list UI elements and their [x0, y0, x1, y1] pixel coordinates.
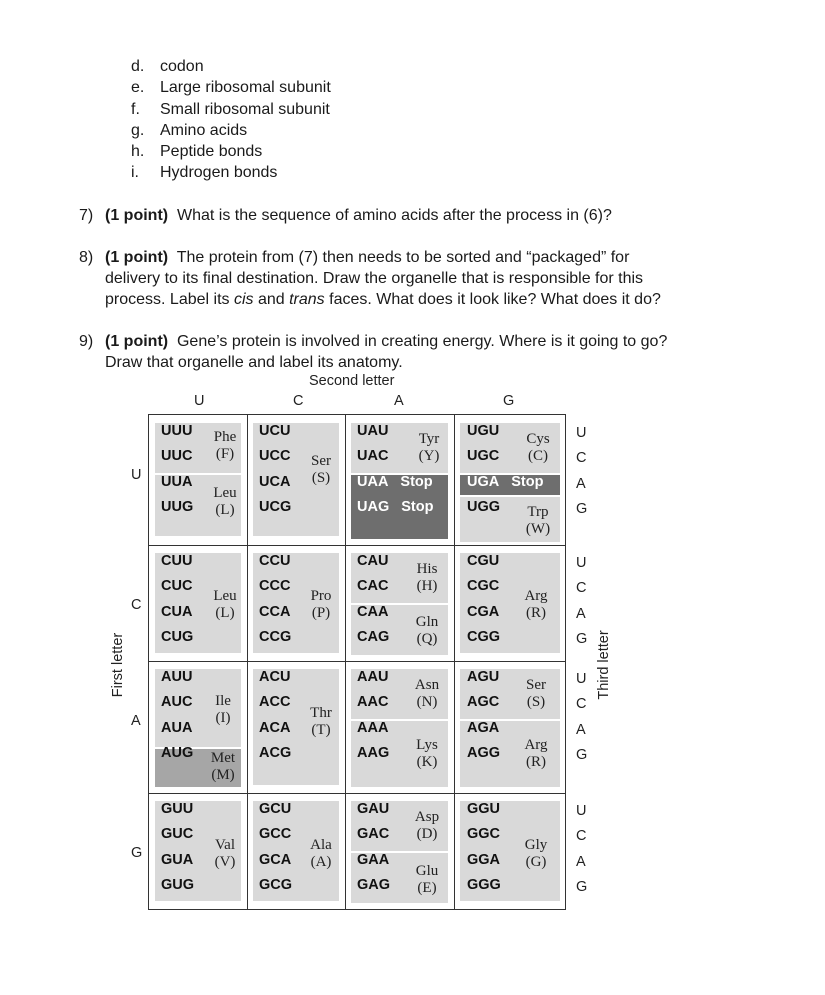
codon-aag: AAG [357, 745, 390, 761]
aa-gly: Gly (G) [524, 837, 548, 870]
codon-uac: UAC [357, 448, 389, 464]
codon-gaa: GAA [357, 852, 390, 868]
codon-gga: GGA [467, 852, 501, 868]
aa-lys: Lys (K) [416, 737, 438, 770]
column-header-u: U [194, 393, 205, 409]
codon-guu: GUU [161, 801, 194, 817]
question-7: 7) (1 point) What is the sequence of amino acids after the process in (6)? [79, 207, 612, 224]
codon-cau: CAU [357, 553, 389, 569]
aa-tyr: Tyr (Y) [418, 431, 440, 464]
codon-uua: UUA [161, 474, 193, 490]
codon-caa: CAA [357, 604, 389, 620]
codon-uug: UUG [161, 499, 194, 515]
second-letter-title: Second letter [309, 373, 395, 389]
third-letter-title: Third letter [596, 630, 612, 700]
third-letter-g: G [576, 631, 588, 647]
codon-gau: GAU [357, 801, 390, 817]
answer-options-list [131, 56, 331, 184]
codon-gcu: GCU [259, 801, 292, 817]
codon-uau: UAU [357, 423, 389, 439]
codon-cgu: CGU [467, 553, 500, 569]
codon-ccu: CCU [259, 553, 291, 569]
aa-asn: Asn (N) [414, 677, 440, 710]
aa-ile: Ile (I) [215, 693, 231, 726]
aa-phe: Phe (F) [213, 429, 237, 462]
aa-trp: Trp (W) [525, 504, 551, 537]
third-letter-c: C [576, 580, 587, 596]
codon-cua: CUA [161, 604, 193, 620]
codon-cac: CAC [357, 578, 389, 594]
column-header-g: G [503, 393, 515, 409]
third-letter-u: U [576, 671, 587, 687]
third-letter-c: C [576, 828, 587, 844]
codon-ggc: GGC [467, 826, 501, 842]
codon-ggg: GGG [467, 877, 501, 893]
codon-guc: GUC [161, 826, 194, 842]
third-letter-g: G [576, 879, 588, 895]
codon-cgc: CGC [467, 578, 500, 594]
codon-acg: ACG [259, 745, 292, 761]
third-letter-a: A [576, 722, 586, 738]
third-letter-g: G [576, 501, 588, 517]
codon-agg: AGG [467, 745, 501, 761]
codon-gug: GUG [161, 877, 195, 893]
aa-thr: Thr (T) [310, 705, 332, 738]
codon-ucc: UCC [259, 448, 291, 464]
stop-label: Stop [400, 474, 433, 490]
aa-cys: Cys (C) [526, 431, 550, 464]
codon-aua: AUA [161, 720, 193, 736]
codon-uga: UGA Stop [467, 474, 544, 490]
third-letter-c: C [576, 696, 587, 712]
codon-ugc: UGC [467, 448, 500, 464]
third-letter-c: C [576, 450, 587, 466]
codon-cag: CAG [357, 629, 390, 645]
codon-gcg: GCG [259, 877, 293, 893]
aa-arg-a: Arg (R) [524, 737, 548, 770]
codon-cga: CGA [467, 604, 500, 620]
codon-aga: AGA [467, 720, 500, 736]
list-item: f. Small ribosomal subunit [131, 100, 330, 118]
row-header-c: C [131, 597, 142, 613]
third-letter-u: U [576, 425, 587, 441]
codon-table [148, 414, 566, 910]
third-letter-g: G [576, 747, 588, 763]
stop-label: Stop [401, 499, 434, 515]
row-header-g: G [131, 845, 143, 861]
question-9: 9) (1 point) Gene’s protein is involved in creating energy. Where is it going to go? Draw that organelle and label its anatomy. [79, 333, 668, 371]
codon-ucg: UCG [259, 499, 292, 515]
third-letter-a: A [576, 606, 586, 622]
list-item: d. codon [131, 58, 204, 75]
codon-auc: AUC [161, 694, 193, 710]
codon-cca: CCA [259, 604, 291, 620]
list-item: h. Peptide bonds [131, 143, 263, 161]
aa-pro: Pro (P) [310, 588, 332, 621]
codon-ccc: CCC [259, 578, 291, 594]
third-letter-u: U [576, 555, 587, 571]
column-header-a: A [394, 393, 404, 409]
aa-val: Val (V) [214, 837, 236, 870]
codon-ugu: UGU [467, 423, 500, 439]
row-header-u: U [131, 467, 142, 483]
codon-ugg: UGG [467, 499, 501, 515]
codon-uuc: UUC [161, 448, 193, 464]
codon-aac: AAC [357, 694, 389, 710]
first-letter-title: First letter [110, 632, 126, 698]
aa-ala: Ala (A) [310, 837, 332, 870]
third-letter-a: A [576, 476, 586, 492]
third-letter-a: A [576, 854, 586, 870]
aa-leu-c: Leu (L) [213, 588, 237, 621]
aa-gln: Gln (Q) [415, 614, 439, 647]
codon-acu: ACU [259, 669, 291, 685]
codon-uca: UCA [259, 474, 291, 490]
codon-uuu: UUU [161, 423, 193, 439]
codon-gac: GAC [357, 826, 390, 842]
aa-glu: Glu (E) [415, 863, 439, 896]
list-item: e. Large ribosomal subunit [131, 79, 331, 97]
codon-uag: UAG Stop [357, 499, 434, 515]
codon-ccg: CCG [259, 629, 292, 645]
aa-asp: Asp (D) [414, 809, 440, 842]
codon-ucu: UCU [259, 423, 291, 439]
aa-arg-c: Arg (R) [524, 588, 548, 621]
codon-acc: ACC [259, 694, 291, 710]
codon-aau: AAU [357, 669, 389, 685]
codon-cgg: CGG [467, 629, 501, 645]
row-header-a: A [131, 713, 141, 729]
codon-gag: GAG [357, 877, 391, 893]
codon-aug: AUG [161, 745, 194, 761]
codon-cuc: CUC [161, 578, 193, 594]
third-letter-u: U [576, 803, 587, 819]
codon-gcc: GCC [259, 826, 292, 842]
question-8: 8) (1 point) The protein from (7) then needs to be sorted and “packaged” for delivery to its final destination. Draw the organelle that is responsible for this process. Label its cis and trans faces. What does it look like? What does it do? [79, 249, 661, 308]
codon-gca: GCA [259, 852, 292, 868]
codon-auu: AUU [161, 669, 193, 685]
stop-label: Stop [511, 474, 544, 490]
codon-cug: CUG [161, 629, 194, 645]
codon-aaa: AAA [357, 720, 389, 736]
list-item: i. Hydrogen bonds [131, 164, 278, 182]
list-item: g. Amino acids [131, 121, 248, 139]
aa-leu-u: Leu (L) [213, 485, 237, 518]
codon-uaa: UAA Stop [357, 474, 433, 490]
codon-ggu: GGU [467, 801, 501, 817]
codon-cuu: CUU [161, 553, 193, 569]
aa-ser-a: Ser (S) [526, 677, 546, 710]
codon-gua: GUA [161, 852, 194, 868]
aa-met: Met (M) [210, 750, 236, 783]
codon-aca: ACA [259, 720, 291, 736]
codon-agu: AGU [467, 669, 500, 685]
codon-agc: AGC [467, 694, 500, 710]
aa-ser-u: Ser (S) [311, 453, 331, 486]
column-header-c: C [293, 393, 304, 409]
aa-his: His (H) [416, 561, 438, 594]
